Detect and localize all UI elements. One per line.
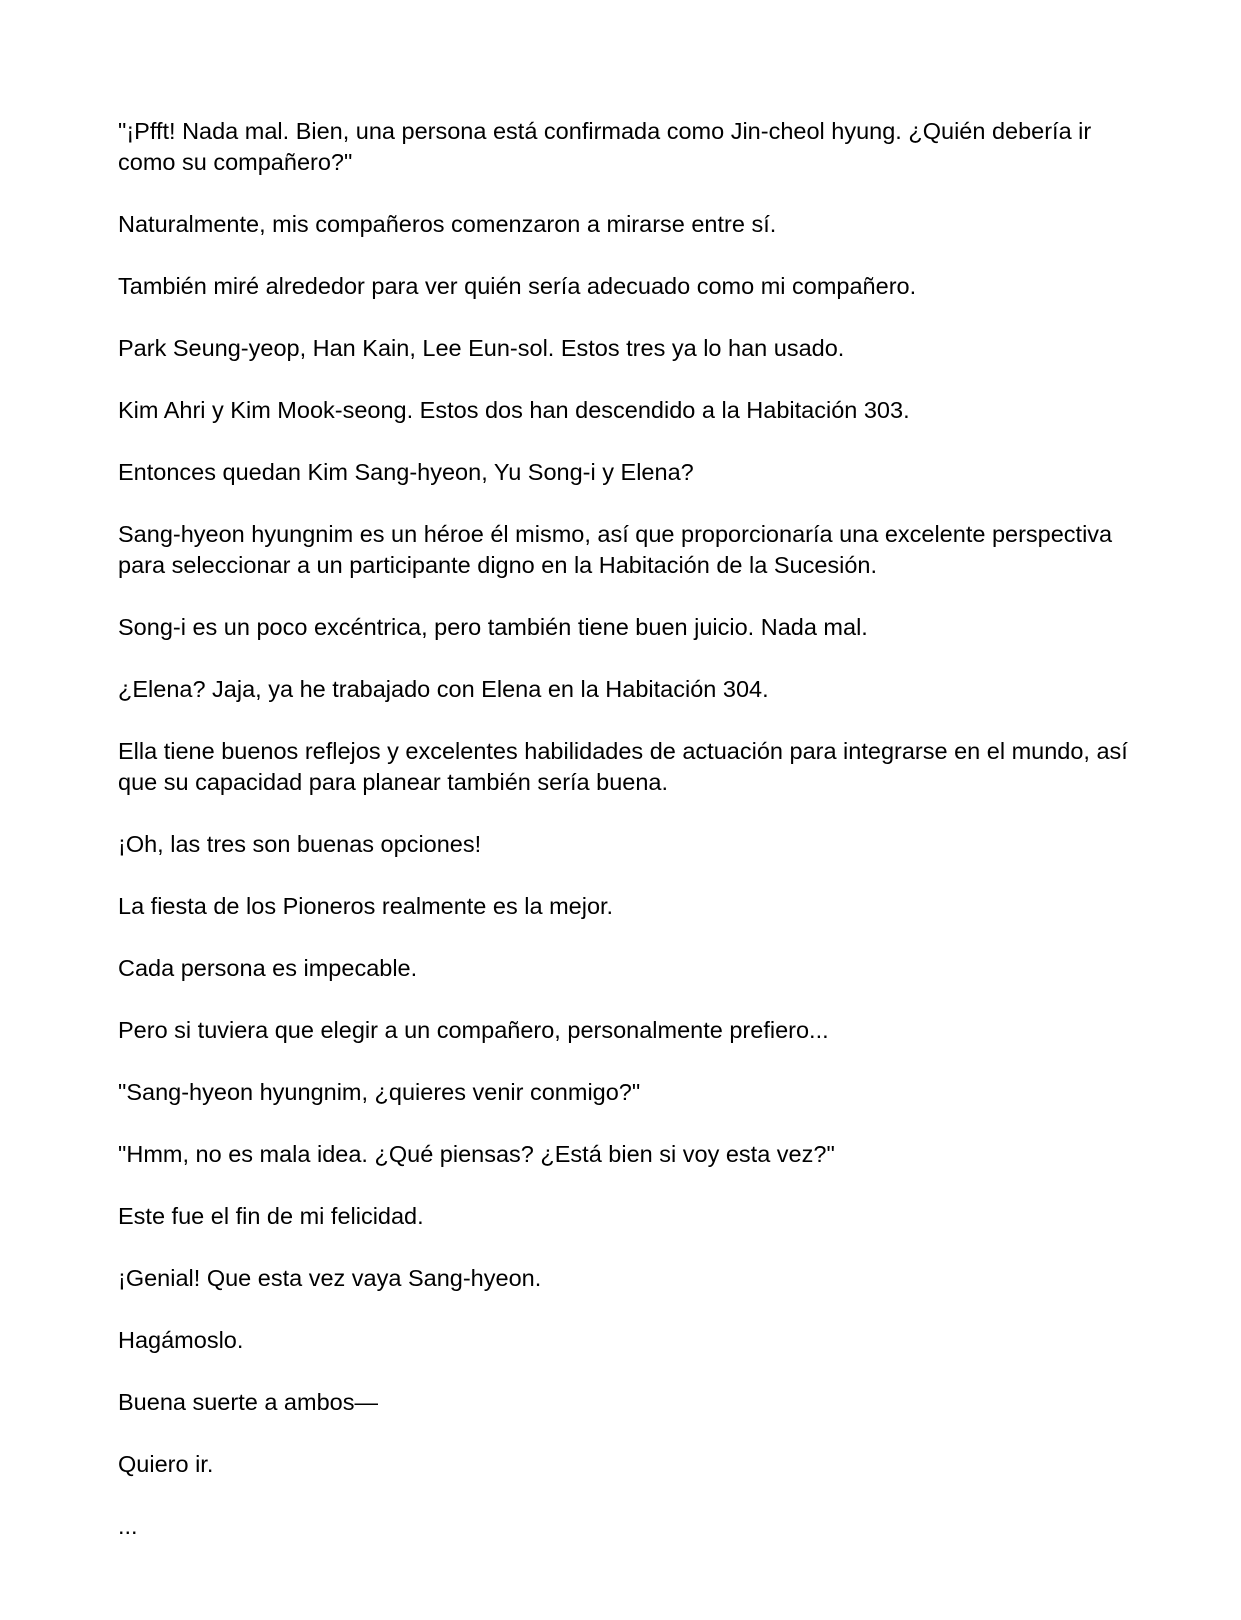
paragraph: La fiesta de los Pioneros realmente es la mejor. [118,893,614,919]
paragraph: "Sang-hyeon hyungnim, ¿quieres venir conmigo?" [118,1079,641,1105]
paragraph: "¡Pfft! Nada mal. Bien, una persona está confirmada como Jin-cheol hyung. ¿Quién debería ir como su compañero?" [118,118,1092,175]
paragraph: Cada persona es impecable. [118,955,418,981]
paragraph: Ella tiene buenos reflejos y excelentes habilidades de actuación para integrarse en el mundo, así que su capacidad para planear también sería buena. [118,738,1128,795]
paragraph: ... [118,1513,138,1539]
paragraph: Quiero ir. [118,1451,214,1477]
paragraph: Buena suerte a ambos— [118,1389,378,1415]
paragraph: Sang-hyeon hyungnim es un héroe él mismo, así que proporcionaría una excelente perspectiva para seleccionar a un participante digno en la Habitación de la Sucesión. [118,521,1113,578]
paragraph: "Hmm, no es mala idea. ¿Qué piensas? ¿Está bien si voy esta vez?" [118,1141,835,1167]
document-body [118,116,1128,1573]
paragraph: Entonces quedan Kim Sang-hyeon, Yu Song-i y Elena? [118,459,694,485]
paragraph: Kim Ahri y Kim Mook-seong. Estos dos han descendido a la Habitación 303. [118,397,910,423]
paragraph: ¿Elena? Jaja, ya he trabajado con Elena en la Habitación 304. [118,676,769,702]
paragraph: También miré alrededor para ver quién sería adecuado como mi compañero. [118,273,917,299]
paragraph: Este fue el fin de mi felicidad. [118,1203,424,1229]
paragraph: Park Seung-yeop, Han Kain, Lee Eun-sol. Estos tres ya lo han usado. [118,335,845,361]
paragraph: Pero si tuviera que elegir a un compañero, personalmente prefiero... [118,1017,829,1043]
paragraph: ¡Oh, las tres son buenas opciones! [118,831,482,857]
paragraph: ¡Genial! Que esta vez vaya Sang-hyeon. [118,1265,542,1291]
paragraph: Hagámoslo. [118,1327,244,1353]
paragraph: Naturalmente, mis compañeros comenzaron a mirarse entre sí. [118,211,777,237]
paragraph: Song-i es un poco excéntrica, pero también tiene buen juicio. Nada mal. [118,614,868,640]
